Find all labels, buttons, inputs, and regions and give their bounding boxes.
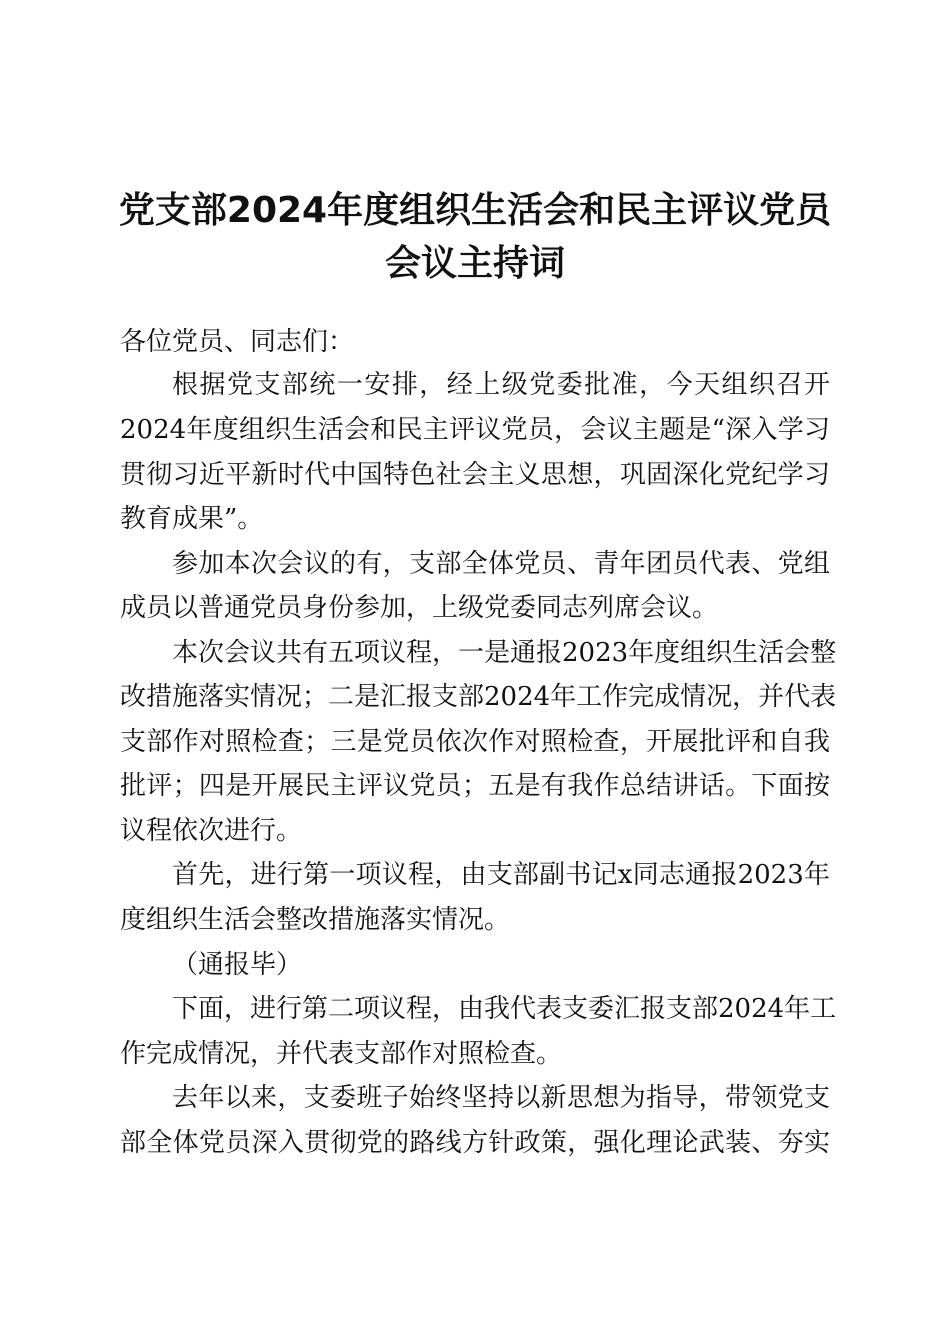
paragraph-3-line-2: 改措施落实情况；二是汇报支部2024年工作完成情况，并代表 <box>120 682 837 712</box>
document-title-line-1: 党支部2024年度组织生活会和民主评议党员 <box>118 190 832 231</box>
paragraph-3-line-3: 支部作对照检查；三是党员依次作对照检查，开展批评和自我 <box>120 727 830 757</box>
paragraph-3-line-1: 本次会议共有五项议程，一是通报2023年度组织生活会整 <box>172 638 837 668</box>
paragraph-6-line-1: 下面，进行第二项议程，由我代表支委汇报支部2024年工 <box>172 994 837 1024</box>
paragraph-2-line-2: 成员以普通党员身份参加，上级党委同志列席会议。 <box>120 593 719 623</box>
paragraph-7-line-1: 去年以来，支委班子始终坚持以新思想为指导，带领党支 <box>172 1083 830 1113</box>
paragraph-3-line-4: 批评；四是开展民主评议党员；五是有我作总结讲话。下面按 <box>120 771 830 801</box>
salutation: 各位党员、同志们： <box>120 327 355 357</box>
paragraph-4-line-2: 度组织生活会整改措施落实情况。 <box>120 905 511 935</box>
paragraph-1-line-2: 2024年度组织生活会和民主评议党员，会议主题是“深入学习 <box>120 415 830 445</box>
paragraph-3-line-5: 议程依次进行。 <box>120 816 303 846</box>
paragraph-1-line-1: 根据党支部统一安排，经上级党委批准，今天组织召开 <box>172 370 830 400</box>
paragraph-4-line-1: 首先，进行第一项议程，由支部副书记x同志通报2023年 <box>172 860 830 890</box>
paragraph-1-line-3: 贯彻习近平新时代中国特色社会主义思想，巩固深化党纪学习 <box>120 460 830 490</box>
paragraph-7-line-2: 部全体党员深入贯彻党的路线方针政策，强化理论武装、夯实 <box>120 1128 830 1158</box>
paragraph-2-line-1: 参加本次会议的有，支部全体党员、青年团员代表、党组 <box>172 549 830 579</box>
paragraph-6-line-2: 作完成情况，并代表支部作对照检查。 <box>120 1039 563 1069</box>
paragraph-5-line-1: （通报毕） <box>172 950 303 980</box>
document-title-line-2: 会议主持词 <box>384 243 565 284</box>
paragraph-1-line-4: 教育成果”。 <box>120 504 264 534</box>
